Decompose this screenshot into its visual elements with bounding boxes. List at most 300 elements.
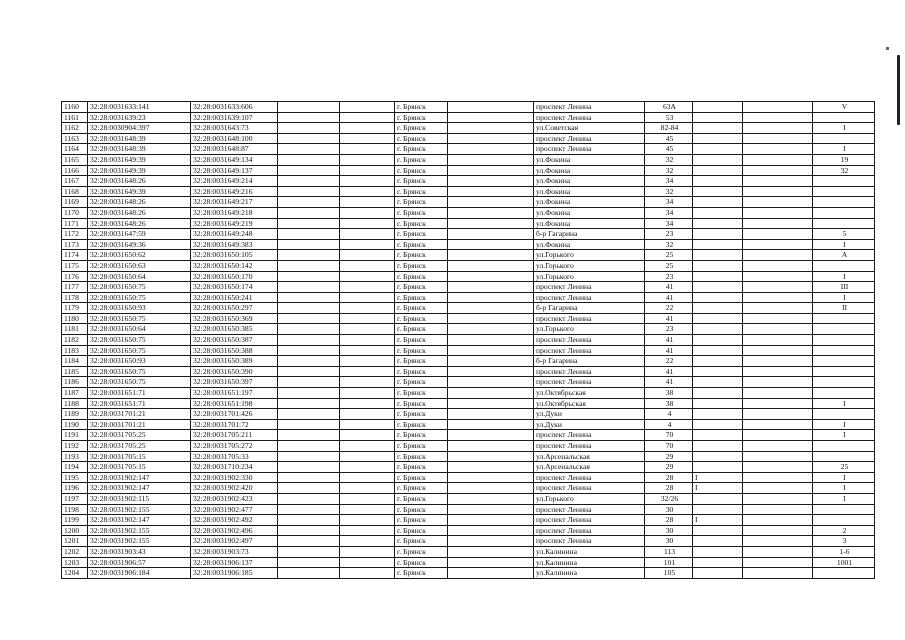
cell-street: ул.Фокина	[534, 207, 645, 218]
cell-col-4	[278, 345, 340, 356]
table-row	[62, 154, 875, 165]
cell-land-cadastral-number: 32:28:0031648:26	[88, 197, 191, 208]
cell-land-cadastral-number: 32:28:0031705:15	[88, 462, 191, 473]
cell-col-5	[340, 271, 395, 282]
cell-row-number: 1202	[62, 546, 88, 557]
cell-object-cadastral-number: 32:28:0031649:219	[191, 218, 278, 229]
cell-land-cadastral-number: 32:28:0031902:155	[88, 536, 191, 547]
cell-city: г. Брянск	[395, 388, 448, 399]
cell-col-4	[278, 536, 340, 547]
cell-col-10: I	[693, 483, 743, 494]
cell-col-7	[448, 536, 534, 547]
cell-house-number: 25	[645, 250, 693, 261]
cell-city: г. Брянск	[395, 441, 448, 452]
cell-col-5	[340, 144, 395, 155]
cell-object-cadastral-number: 32:28:0031650:387	[191, 335, 278, 346]
cell-col-10	[693, 388, 743, 399]
cell-col-4	[278, 186, 340, 197]
cell-col-4	[278, 282, 340, 293]
cell-col-4	[278, 154, 340, 165]
cell-premises-number	[813, 441, 875, 452]
cell-house-number: 22	[645, 303, 693, 314]
cell-col-4	[278, 239, 340, 250]
cell-house-number: 30	[645, 536, 693, 547]
cell-col-10	[693, 250, 743, 261]
cell-city: г. Брянск	[395, 419, 448, 430]
cell-premises-number: II	[813, 303, 875, 314]
cell-col-5	[340, 345, 395, 356]
cell-premises-number: I	[813, 144, 875, 155]
cell-col-11	[743, 186, 813, 197]
cell-col-11	[743, 197, 813, 208]
cell-house-number: 30	[645, 504, 693, 515]
table-row	[62, 398, 875, 409]
cell-col-7	[448, 462, 534, 473]
cell-street: проспект Ленина	[534, 102, 645, 113]
cell-street: проспект Ленина	[534, 335, 645, 346]
cell-col-10	[693, 430, 743, 441]
cell-col-10	[693, 335, 743, 346]
cell-col-7	[448, 324, 534, 335]
cell-col-4	[278, 229, 340, 240]
cell-col-7	[448, 451, 534, 462]
cell-row-number: 1175	[62, 260, 88, 271]
table-row	[62, 493, 875, 504]
cell-col-11	[743, 303, 813, 314]
cell-land-cadastral-number: 32:28:0031651:71	[88, 388, 191, 399]
table-row	[62, 419, 875, 430]
cell-col-11	[743, 546, 813, 557]
cell-col-7	[448, 176, 534, 187]
table-row	[62, 176, 875, 187]
cell-city: г. Брянск	[395, 430, 448, 441]
cell-col-5	[340, 504, 395, 515]
cell-premises-number: I	[813, 430, 875, 441]
cell-city: г. Брянск	[395, 112, 448, 123]
cell-house-number: 41	[645, 366, 693, 377]
cell-house-number: 70	[645, 430, 693, 441]
cell-land-cadastral-number: 32:28:0031649:39	[88, 165, 191, 176]
cell-object-cadastral-number: 32:28:0031650:390	[191, 366, 278, 377]
cell-col-5	[340, 430, 395, 441]
cell-col-4	[278, 303, 340, 314]
cell-city: г. Брянск	[395, 409, 448, 420]
cell-object-cadastral-number: 32:28:0031650:142	[191, 260, 278, 271]
cell-col-5	[340, 335, 395, 346]
cell-col-11	[743, 260, 813, 271]
cell-street: ул.Дуки	[534, 419, 645, 430]
cell-object-cadastral-number: 32:28:0031650:170	[191, 271, 278, 282]
cell-row-number: 1195	[62, 472, 88, 483]
cell-street: ул.Горького	[534, 250, 645, 261]
cell-col-10	[693, 271, 743, 282]
cell-col-11	[743, 123, 813, 134]
cell-house-number: 22	[645, 356, 693, 367]
cell-col-10	[693, 186, 743, 197]
cell-col-10	[693, 133, 743, 144]
cell-col-4	[278, 462, 340, 473]
cell-land-cadastral-number: 32:28:0031633:141	[88, 102, 191, 113]
cell-col-7	[448, 197, 534, 208]
cell-row-number: 1167	[62, 176, 88, 187]
cell-object-cadastral-number: 32:28:0031705:272	[191, 441, 278, 452]
cell-house-number: 113	[645, 546, 693, 557]
cell-land-cadastral-number: 32:28:0031650:62	[88, 250, 191, 261]
cell-col-4	[278, 271, 340, 282]
cell-land-cadastral-number: 32:28:0031650:75	[88, 292, 191, 303]
cell-object-cadastral-number: 32:28:0031902:496	[191, 525, 278, 536]
cell-street: ул.Дуки	[534, 409, 645, 420]
cell-city: г. Брянск	[395, 165, 448, 176]
cell-col-4	[278, 123, 340, 134]
cell-premises-number	[813, 409, 875, 420]
cell-street: проспект Ленина	[534, 366, 645, 377]
cell-house-number: 30	[645, 525, 693, 536]
cell-col-10	[693, 546, 743, 557]
cell-object-cadastral-number: 32:28:0031639:107	[191, 112, 278, 123]
cell-col-11	[743, 525, 813, 536]
cell-col-11	[743, 335, 813, 346]
cell-street: проспект Ленина	[534, 292, 645, 303]
cell-row-number: 1189	[62, 409, 88, 420]
cell-col-7	[448, 483, 534, 494]
cell-row-number: 1204	[62, 568, 88, 579]
table-row	[62, 335, 875, 346]
cell-street: ул.Арсенальская	[534, 462, 645, 473]
cell-col-11	[743, 324, 813, 335]
cell-city: г. Брянск	[395, 133, 448, 144]
cell-house-number: 23	[645, 229, 693, 240]
cell-premises-number: 25	[813, 462, 875, 473]
cell-col-4	[278, 409, 340, 420]
cell-street: ул.Фокина	[534, 186, 645, 197]
cell-col-7	[448, 123, 534, 134]
cell-col-11	[743, 451, 813, 462]
cell-house-number: 4	[645, 409, 693, 420]
cell-object-cadastral-number: 32:28:0031649:248	[191, 229, 278, 240]
cell-col-7	[448, 260, 534, 271]
table-row	[62, 229, 875, 240]
cell-col-4	[278, 377, 340, 388]
cell-land-cadastral-number: 32:28:0031648:39	[88, 133, 191, 144]
cell-object-cadastral-number: 32:28:0031650:369	[191, 313, 278, 324]
cell-col-5	[340, 303, 395, 314]
cell-city: г. Брянск	[395, 207, 448, 218]
cell-col-7	[448, 409, 534, 420]
cell-col-7	[448, 493, 534, 504]
cell-street: проспект Ленина	[534, 345, 645, 356]
cell-object-cadastral-number: 32:28:0031650:389	[191, 356, 278, 367]
cell-premises-number: 2	[813, 525, 875, 536]
cell-land-cadastral-number: 32:28:0031705:25	[88, 441, 191, 452]
cell-col-4	[278, 441, 340, 452]
table-row	[62, 303, 875, 314]
table-row	[62, 525, 875, 536]
cell-street: проспект Ленина	[534, 472, 645, 483]
cell-object-cadastral-number: 32:28:0031649:216	[191, 186, 278, 197]
cell-row-number: 1181	[62, 324, 88, 335]
cell-city: г. Брянск	[395, 154, 448, 165]
cell-col-11	[743, 282, 813, 293]
cell-col-7	[448, 154, 534, 165]
cell-city: г. Брянск	[395, 493, 448, 504]
cell-street: ул.Горького	[534, 324, 645, 335]
table-row	[62, 451, 875, 462]
cell-col-10	[693, 154, 743, 165]
registry-body	[62, 102, 875, 579]
cell-col-5	[340, 377, 395, 388]
cell-object-cadastral-number: 32:28:0031705:33	[191, 451, 278, 462]
table-row	[62, 186, 875, 197]
cell-house-number: 38	[645, 398, 693, 409]
cell-city: г. Брянск	[395, 239, 448, 250]
cell-col-11	[743, 409, 813, 420]
cell-col-10: I	[693, 515, 743, 526]
table-row	[62, 218, 875, 229]
cell-col-5	[340, 292, 395, 303]
cell-premises-number	[813, 356, 875, 367]
cell-land-cadastral-number: 32:28:0031647:59	[88, 229, 191, 240]
cell-land-cadastral-number: 32:28:0031902:115	[88, 493, 191, 504]
cell-house-number: 105	[645, 568, 693, 579]
cell-premises-number: I	[813, 472, 875, 483]
cell-col-7	[448, 112, 534, 123]
cell-col-5	[340, 102, 395, 113]
cell-city: г. Брянск	[395, 345, 448, 356]
cell-premises-number	[813, 186, 875, 197]
cell-col-5	[340, 462, 395, 473]
cell-col-7	[448, 345, 534, 356]
cell-land-cadastral-number: 32:28:0031902:147	[88, 472, 191, 483]
cell-object-cadastral-number: 32:28:0031649:383	[191, 239, 278, 250]
cell-city: г. Брянск	[395, 568, 448, 579]
cell-land-cadastral-number: 32:28:0030904:397	[88, 123, 191, 134]
cell-land-cadastral-number: 32:28:0031650:75	[88, 313, 191, 324]
cell-house-number: 28	[645, 483, 693, 494]
cell-object-cadastral-number: 32:28:0031902:492	[191, 515, 278, 526]
cell-col-10	[693, 292, 743, 303]
cell-premises-number: 3	[813, 536, 875, 547]
cell-land-cadastral-number: 32:28:0031902:155	[88, 504, 191, 515]
cell-house-number: 41	[645, 335, 693, 346]
cell-col-4	[278, 388, 340, 399]
table-row	[62, 271, 875, 282]
cell-street: проспект Ленина	[534, 536, 645, 547]
cell-premises-number: I	[813, 271, 875, 282]
table-row	[62, 133, 875, 144]
cell-col-5	[340, 568, 395, 579]
cell-premises-number	[813, 515, 875, 526]
cell-row-number: 1177	[62, 282, 88, 293]
table-row	[62, 324, 875, 335]
cell-col-11	[743, 356, 813, 367]
cell-col-7	[448, 557, 534, 568]
cell-land-cadastral-number: 32:28:0031650:93	[88, 356, 191, 367]
cell-row-number: 1184	[62, 356, 88, 367]
cell-house-number: 32	[645, 154, 693, 165]
cell-premises-number	[813, 335, 875, 346]
table-row	[62, 504, 875, 515]
cell-col-11	[743, 483, 813, 494]
cell-house-number: 23	[645, 271, 693, 282]
cell-street: проспект Ленина	[534, 430, 645, 441]
cell-row-number: 1169	[62, 197, 88, 208]
cell-col-5	[340, 239, 395, 250]
cell-object-cadastral-number: 32:28:0031710:234	[191, 462, 278, 473]
cell-row-number: 1193	[62, 451, 88, 462]
cell-land-cadastral-number: 32:28:0031639:23	[88, 112, 191, 123]
cell-object-cadastral-number: 32:28:0031650:105	[191, 250, 278, 261]
cell-house-number: 4	[645, 419, 693, 430]
cell-house-number: 32	[645, 239, 693, 250]
cell-object-cadastral-number: 32:28:0031902:423	[191, 493, 278, 504]
cell-col-4	[278, 260, 340, 271]
cell-row-number: 1164	[62, 144, 88, 155]
cell-street: ул.Калинина	[534, 546, 645, 557]
cell-col-11	[743, 176, 813, 187]
cell-col-11	[743, 388, 813, 399]
cell-row-number: 1196	[62, 483, 88, 494]
cell-col-4	[278, 197, 340, 208]
cell-col-7	[448, 239, 534, 250]
cell-street: б-р Гагарина	[534, 303, 645, 314]
cell-premises-number: 32	[813, 165, 875, 176]
cell-col-10	[693, 313, 743, 324]
cell-land-cadastral-number: 32:28:0031649:39	[88, 154, 191, 165]
cell-premises-number	[813, 568, 875, 579]
cell-city: г. Брянск	[395, 313, 448, 324]
registry-table	[61, 101, 875, 579]
cell-col-4	[278, 292, 340, 303]
cell-col-5	[340, 218, 395, 229]
cell-row-number: 1179	[62, 303, 88, 314]
cell-row-number: 1186	[62, 377, 88, 388]
cell-col-10	[693, 229, 743, 240]
cell-col-5	[340, 493, 395, 504]
cell-row-number: 1200	[62, 525, 88, 536]
cell-premises-number	[813, 377, 875, 388]
cell-col-11	[743, 377, 813, 388]
cell-street: б-р Гагарина	[534, 356, 645, 367]
cell-street: ул.Горького	[534, 493, 645, 504]
cell-col-5	[340, 398, 395, 409]
cell-premises-number: 1001	[813, 557, 875, 568]
cell-house-number: 53	[645, 112, 693, 123]
cell-street: ул.Октябрьская	[534, 398, 645, 409]
cell-row-number: 1163	[62, 133, 88, 144]
cell-col-10	[693, 398, 743, 409]
cell-col-11	[743, 419, 813, 430]
cell-object-cadastral-number: 32:28:0031651:198	[191, 398, 278, 409]
cell-col-7	[448, 218, 534, 229]
table-row	[62, 557, 875, 568]
cell-house-number: 34	[645, 207, 693, 218]
cell-col-11	[743, 154, 813, 165]
cell-row-number: 1191	[62, 430, 88, 441]
cell-col-4	[278, 218, 340, 229]
cell-row-number: 1162	[62, 123, 88, 134]
cell-land-cadastral-number: 32:28:0031650:64	[88, 271, 191, 282]
cell-col-11	[743, 568, 813, 579]
cell-col-4	[278, 176, 340, 187]
cell-premises-number: 1-6	[813, 546, 875, 557]
cell-col-10	[693, 144, 743, 155]
cell-row-number: 1192	[62, 441, 88, 452]
cell-land-cadastral-number: 32:28:0031649:36	[88, 239, 191, 250]
cell-col-5	[340, 536, 395, 547]
cell-land-cadastral-number: 32:28:0031650:63	[88, 260, 191, 271]
table-row	[62, 366, 875, 377]
cell-house-number: 82-84	[645, 123, 693, 134]
cell-street: проспект Ленина	[534, 515, 645, 526]
cell-street: проспект Ленина	[534, 377, 645, 388]
cell-col-5	[340, 557, 395, 568]
cell-land-cadastral-number: 32:28:0031648:39	[88, 144, 191, 155]
cell-col-5	[340, 419, 395, 430]
cell-land-cadastral-number: 32:28:0031705:15	[88, 451, 191, 462]
cell-col-7	[448, 292, 534, 303]
cell-col-4	[278, 102, 340, 113]
cell-city: г. Брянск	[395, 102, 448, 113]
cell-col-5	[340, 409, 395, 420]
table-row	[62, 292, 875, 303]
cell-premises-number	[813, 133, 875, 144]
cell-col-4	[278, 165, 340, 176]
cell-street: проспект Ленина	[534, 112, 645, 123]
cell-col-7	[448, 133, 534, 144]
cell-col-5	[340, 229, 395, 240]
cell-row-number: 1198	[62, 504, 88, 515]
cell-col-4	[278, 515, 340, 526]
cell-col-4	[278, 451, 340, 462]
cell-col-11	[743, 239, 813, 250]
cell-col-11	[743, 493, 813, 504]
cell-city: г. Брянск	[395, 356, 448, 367]
cell-object-cadastral-number: 32:28:0031650:385	[191, 324, 278, 335]
cell-col-4	[278, 525, 340, 536]
cell-city: г. Брянск	[395, 525, 448, 536]
cell-col-10	[693, 260, 743, 271]
cell-row-number: 1176	[62, 271, 88, 282]
cell-col-7	[448, 472, 534, 483]
cell-city: г. Брянск	[395, 303, 448, 314]
cell-land-cadastral-number: 32:28:0031650:75	[88, 366, 191, 377]
cell-object-cadastral-number: 32:28:0031648:87	[191, 144, 278, 155]
cell-col-10	[693, 493, 743, 504]
cell-street: проспект Ленина	[534, 483, 645, 494]
cell-house-number: 41	[645, 345, 693, 356]
cell-house-number: 32/26	[645, 493, 693, 504]
cell-col-11	[743, 271, 813, 282]
cell-col-7	[448, 165, 534, 176]
cell-row-number: 1174	[62, 250, 88, 261]
table-row	[62, 409, 875, 420]
cell-col-4	[278, 324, 340, 335]
cell-col-7	[448, 303, 534, 314]
table-row	[62, 388, 875, 399]
cell-house-number: 70	[645, 441, 693, 452]
cell-row-number: 1160	[62, 102, 88, 113]
cell-col-11	[743, 504, 813, 515]
cell-house-number: 101	[645, 557, 693, 568]
cell-row-number: 1183	[62, 345, 88, 356]
cell-street: проспект Ленина	[534, 133, 645, 144]
cell-object-cadastral-number: 32:28:0031651:197	[191, 388, 278, 399]
cell-col-10	[693, 525, 743, 536]
cell-col-4	[278, 133, 340, 144]
table-row	[62, 239, 875, 250]
cell-street: ул.Фокина	[534, 165, 645, 176]
